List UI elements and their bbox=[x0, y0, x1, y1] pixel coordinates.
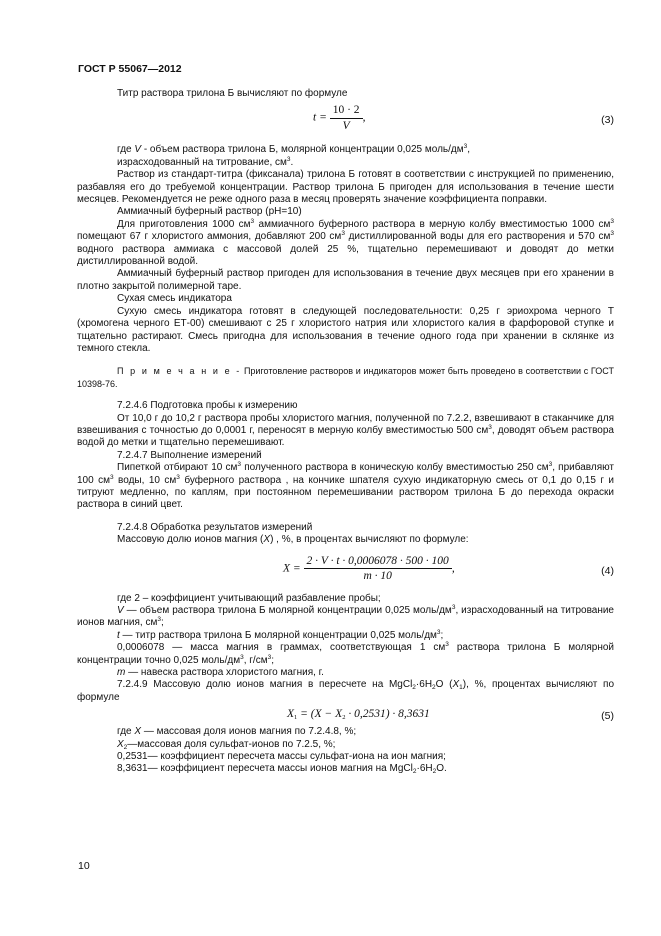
formula-3: t = $\frac{10 \cdot 2}{V}$ , (3) bbox=[313, 104, 614, 132]
section-7246-title: 7.2.4.6 Подготовка пробы к измерению bbox=[117, 400, 298, 412]
buffer-storage-paragraph: Аммиачный буферный раствор пригоден для использования в течение двух месяцев при его хранении в плотно закрытой полимерной таре. bbox=[77, 268, 614, 292]
formula-3-fraction bbox=[330, 104, 363, 132]
formula-5-expression: $X_1 = (X - X_2 \cdot 0,2531) \cdot 8,3631$ bbox=[287, 708, 430, 722]
section-7247-text: Пипеткой отбирают 10 $см^3$ полученного раствора в коническую колбу вместимостью 250 $см^3$, прибавляют 100 $см^3$ воды, 10 $см^3$ буферного раствора , на кончике шпателя сухую индикаторную смесь от 0,1 до 0,15 г и титруют медленно, по каплям, при постоянном перемешивании раствором трилона Б до перехода окраски раствора в синий цвет. bbox=[77, 461, 615, 511]
indicator-title: Сухая смесь индикатора bbox=[117, 293, 232, 305]
formula-3-lhs: t = bbox=[313, 111, 327, 124]
page-body bbox=[77, 88, 615, 776]
note-paragraph: П р и м е ч а н и е - Приготовление растворов и индикаторов может быть проведено в соответствии с ГОСТ 10398-76. bbox=[77, 366, 614, 389]
formula-4-lhs: X = bbox=[283, 562, 301, 575]
note-label: П р и м е ч а н и е - bbox=[117, 366, 242, 377]
section-7249-text: 7.2.4.9 Массовую долю ионов магния в пересчете на $MgCl_2\cdot 6H_2O$ $(X_1)$, %, процентах вычисляют по формуле bbox=[77, 679, 615, 703]
formula-3-denominator: V bbox=[342, 119, 350, 132]
fixanal-paragraph: Раствор из стандарт-титра (фиксанала) трилона Б готовят в соответствии с инструкцией по применению, разбавляя его до требуемой концентрации. Раствор трилона Б пригоден для использования в течение шести месяцев. Рекомендуется не реже одного раза в месяц проверять значение коэффициента поправки. bbox=[77, 169, 614, 206]
indicator-paragraph: Сухую смесь индикатора готовят в следующей последовательности: 0,25 г эриохрома черного Т (хромогена черного ЕТ-00) смешивают с 25 г хлористого натрия или хлористого калия в фарфоровой ступке и тщательно растирают. Смесь пригодна для использования в течение одного года при хранении в склянке из темного стекла. bbox=[77, 305, 614, 354]
formula-intro: Титр раствора трилона Б вычисляют по формуле bbox=[117, 88, 348, 99]
formula-4-numerator: 2 · V · t · 0,0006078 · 500 · 100 bbox=[304, 555, 452, 569]
standard-header: ГОСТ Р 55067—2012 bbox=[78, 63, 182, 75]
section-7248-title: 7.2.4.8 Обработка результатов измерений bbox=[117, 521, 313, 533]
buffer-title: Аммиачный буферный раствор (pH=10) bbox=[117, 206, 302, 218]
buffer-paragraph: Для приготовления 1000 $см^3$ аммиачного буферного раствора в мерную колбу вместимостью 1000 $см^3$ помещают 67 г хлористого аммония, добавляют 200 $см^3$ дистиллированной воды для его растворения и 570 $см^3$ водного раствора аммиака с массовой долей 25 %, тщательно перемешивают и доводят до метки дистиллированной водой. bbox=[77, 217, 614, 268]
formula-4: X = $\frac{2 \cdot V \cdot t \cdot 0,0006078 \cdot 500 \cdot 100}{m \cdot 10}$ , (4) bbox=[283, 554, 614, 582]
where-5: где X — массовая доля ионов магния по 7.2.4.8, %; $X_2—массовая$ доля сульфат-ионов по 7.2.5, %; 0,2531— коэффициент пересчета массы сульфат-иона на ион магния; 8,3631— коэффициент пересчета массы ионов магния на $MgCl_2\cdot 6H_2O$. bbox=[117, 726, 447, 776]
formula-4-number: (4) bbox=[601, 564, 614, 577]
where-3: где V - объем раствора трилона Б, молярной концентрации 0,025 моль/$дм^3$, израсходованный на титрование, $см^3$. bbox=[117, 143, 471, 168]
section-7248-intro: Массовую долю ионов магния (X) , %, в процентах вычисляют по формуле: bbox=[117, 534, 469, 546]
where-4: где 2 – коэффициент учитывающий разбавление пробы; V — объем раствора трилона Б молярной концентрации 0,025 моль/$дм^3$, израсходованный на титрование ионов магния, $см^3$; t — титр раствора трилона Б молярной концентрации 0,025 моль/$дм^3$; 0,0006078 — масса магния в граммах, соответствующая 1 $см^3$ раствора трилона Б молярной концентрации точно 0,025 моль/$дм^3$, $г/см^3$; m — навеска раствора хлористого магния, г. bbox=[77, 592, 614, 679]
formula-4-fraction bbox=[304, 555, 452, 583]
formula-3-number: (3) bbox=[601, 114, 614, 127]
formula-3-numerator: 10 · 2 bbox=[330, 104, 363, 118]
section-7246-text: От 10,0 г до 10,2 г раствора пробы хлористого магния, полученной по 7.2.2, взвешивают в стаканчике для взвешивания с точностью до 0,0001 г, переносят в мерную колбу вместимостью 500 $см^3$, доводят объем раствора водой до метки и тщательно перемешивают. bbox=[77, 412, 614, 449]
formula-4-denominator: m · 10 bbox=[363, 570, 392, 582]
section-7247-title: 7.2.4.7 Выполнение измерений bbox=[117, 449, 262, 461]
page-number: 10 bbox=[78, 860, 90, 872]
formula-5 bbox=[117, 704, 614, 726]
formula-5-number: (5) bbox=[601, 710, 614, 723]
